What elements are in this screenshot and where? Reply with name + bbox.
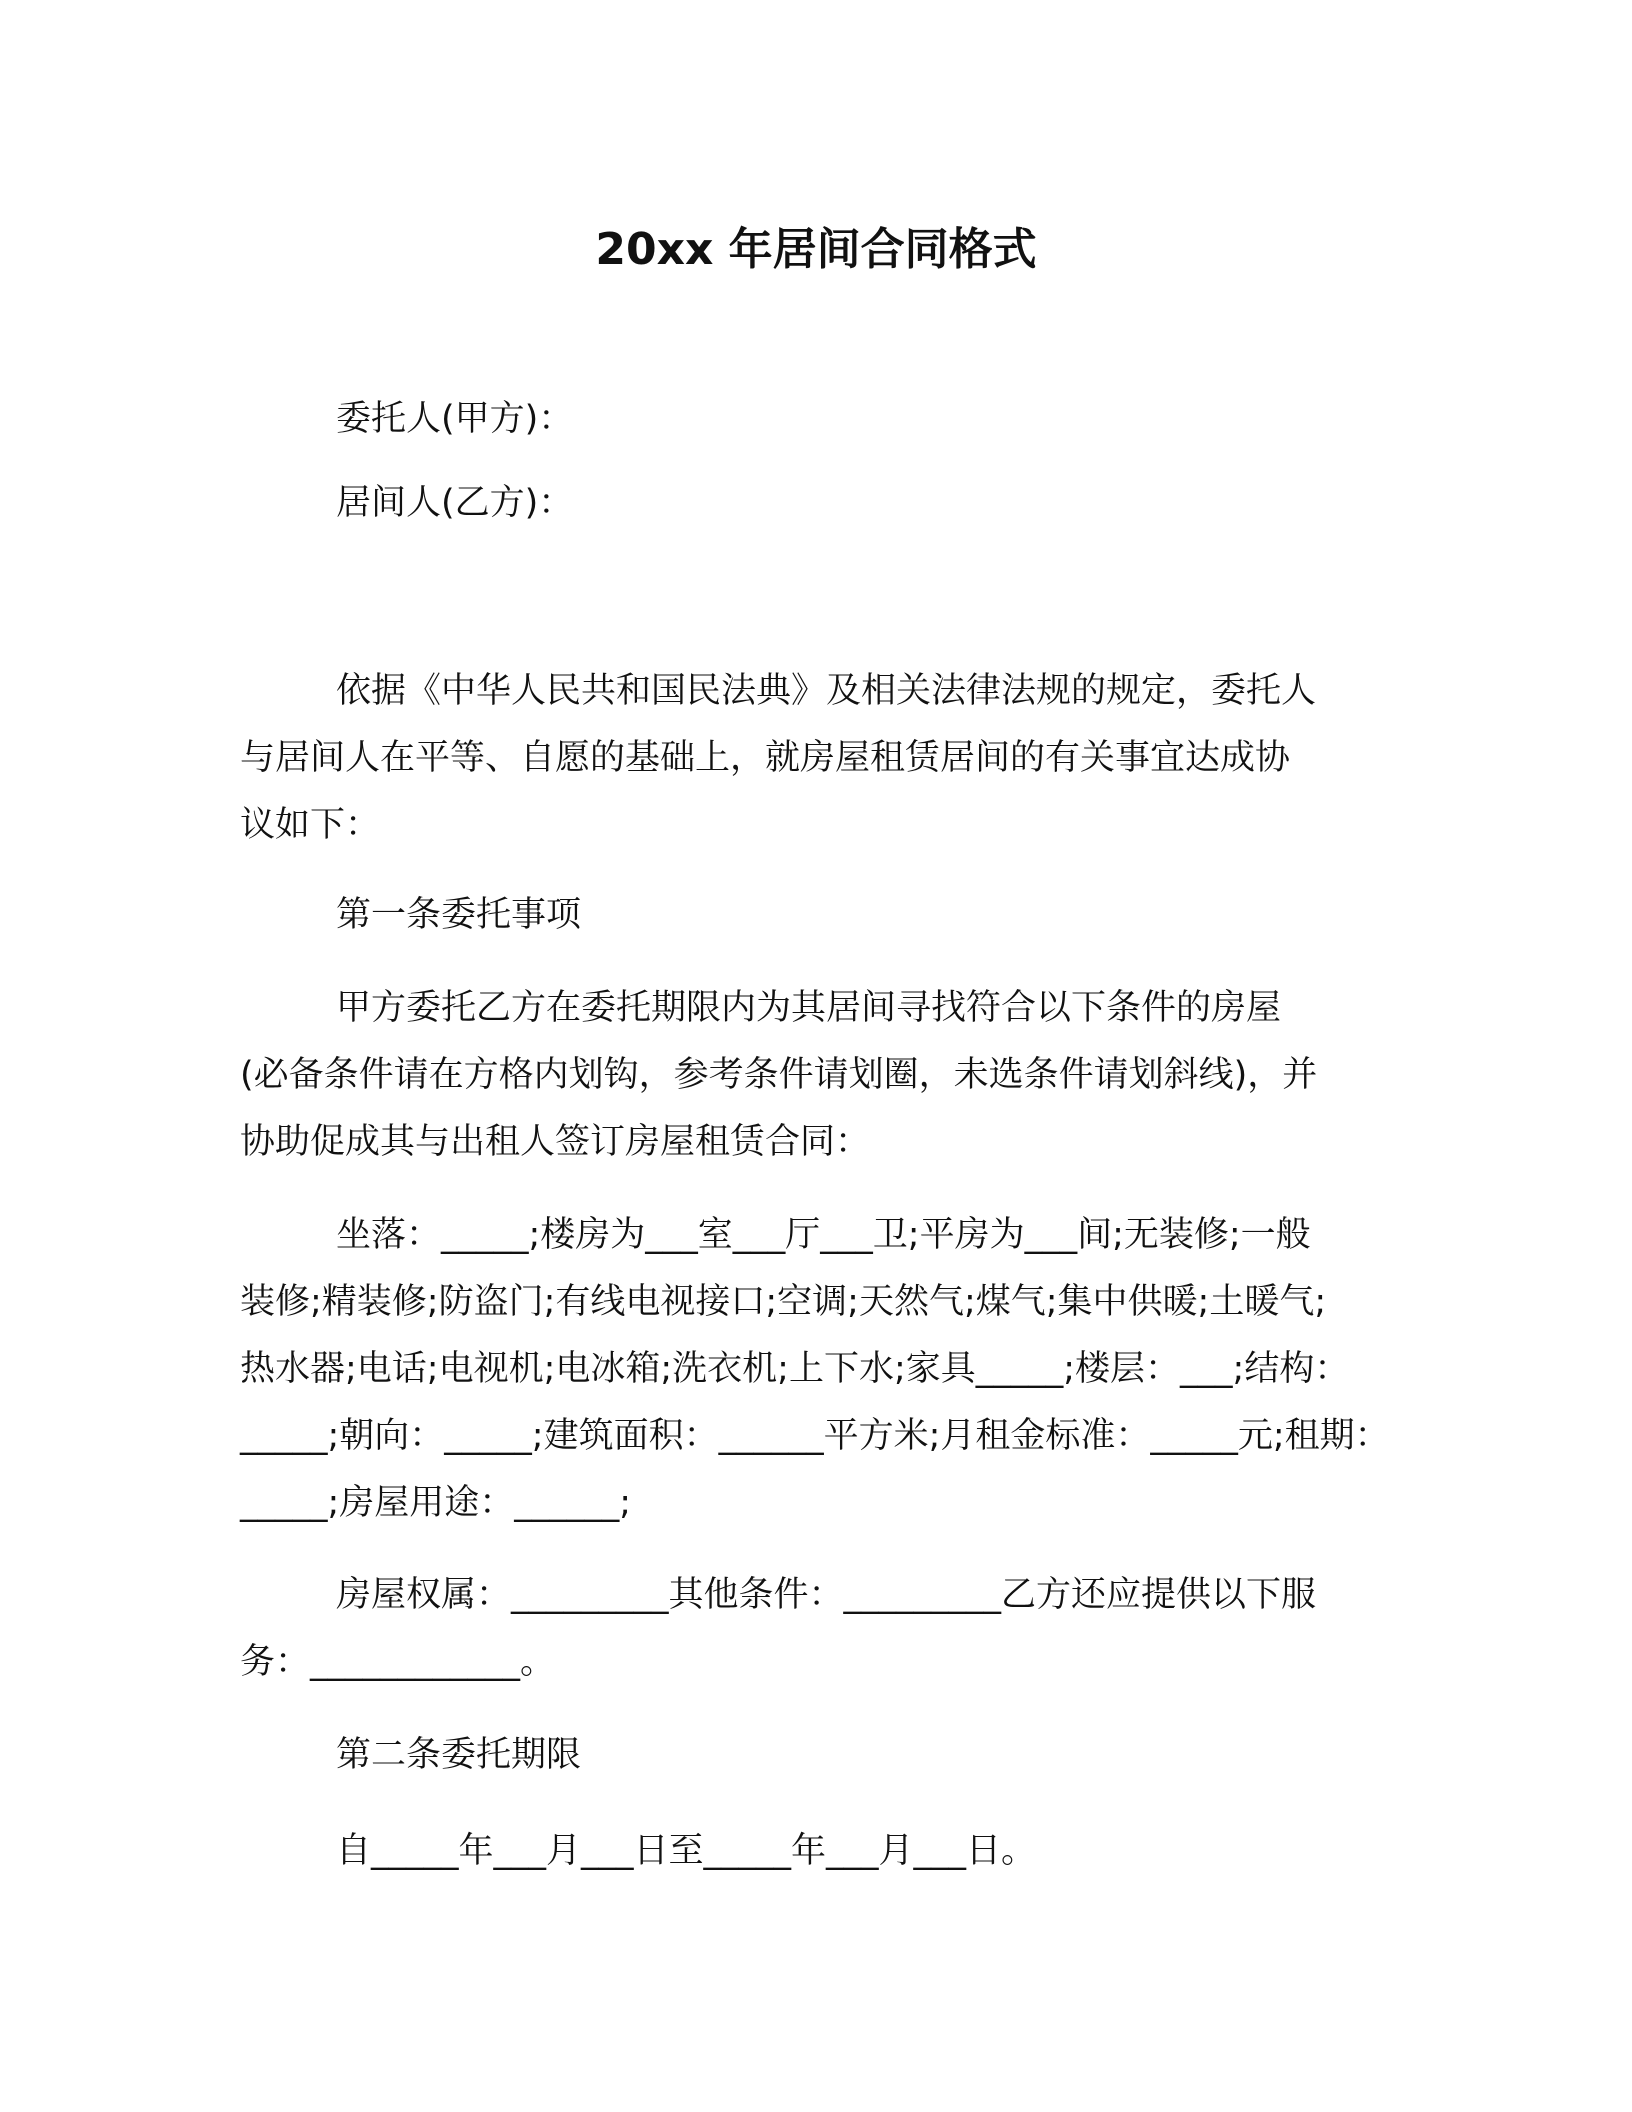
article1-line: 协助促成其与出租人签订房屋租赁合同： xyxy=(240,1122,871,1162)
conditions-line: 装修;精装修;防盗门;有线电视接口;空调;天然气;煤气;集中供暖;土暖气; xyxy=(240,1282,1327,1322)
article1-line: (必备条件请在方格内划钩，参考条件请划圈，未选条件请划斜线)，并 xyxy=(240,1055,1318,1095)
intro-paragraph xyxy=(240,658,1410,859)
conditions-paragraph xyxy=(240,1202,1410,1537)
article2-period: 自_____年___月___日至_____年___月___日。 xyxy=(336,1831,1037,1871)
intro-line: 议如下： xyxy=(240,805,381,845)
article1-paragraph xyxy=(240,975,1410,1176)
article2-heading: 第二条委托期限 xyxy=(336,1735,582,1775)
intro-line: 依据《中华人民共和国民法典》及相关法律法规的规定，委托人 xyxy=(336,671,1317,711)
article1-line: 甲方委托乙方在委托期限内为其居间寻找符合以下条件的房屋 xyxy=(336,988,1282,1028)
article1-heading: 第一条委托事项 xyxy=(336,895,582,935)
party-a-label: 委托人(甲方)： xyxy=(336,399,574,439)
conditions-line: _____;朝向：_____;建筑面积：______平方米;月租金标准：_____元;租期： xyxy=(240,1416,1390,1456)
ownership-line: 务：____________。 xyxy=(240,1642,556,1682)
conditions-line: 坐落：_____;楼房为___室___厅___卫;平房为___间;无装修;一般 xyxy=(336,1215,1311,1255)
document-title: 20xx 年居间合同格式 xyxy=(595,224,1037,275)
conditions-line: _____;房屋用途：______; xyxy=(240,1483,632,1523)
ownership-line: 房屋权属：_________其他条件：_________乙方还应提供以下服 xyxy=(336,1575,1317,1615)
intro-line: 与居间人在平等、自愿的基础上，就房屋租赁居间的有关事宜达成协 xyxy=(240,738,1291,778)
party-b-label: 居间人(乙方)： xyxy=(336,483,574,523)
conditions-line: 热水器;电话;电视机;电冰箱;洗衣机;上下水;家具_____;楼层：___;结构： xyxy=(240,1349,1350,1389)
ownership-paragraph xyxy=(240,1562,1410,1696)
